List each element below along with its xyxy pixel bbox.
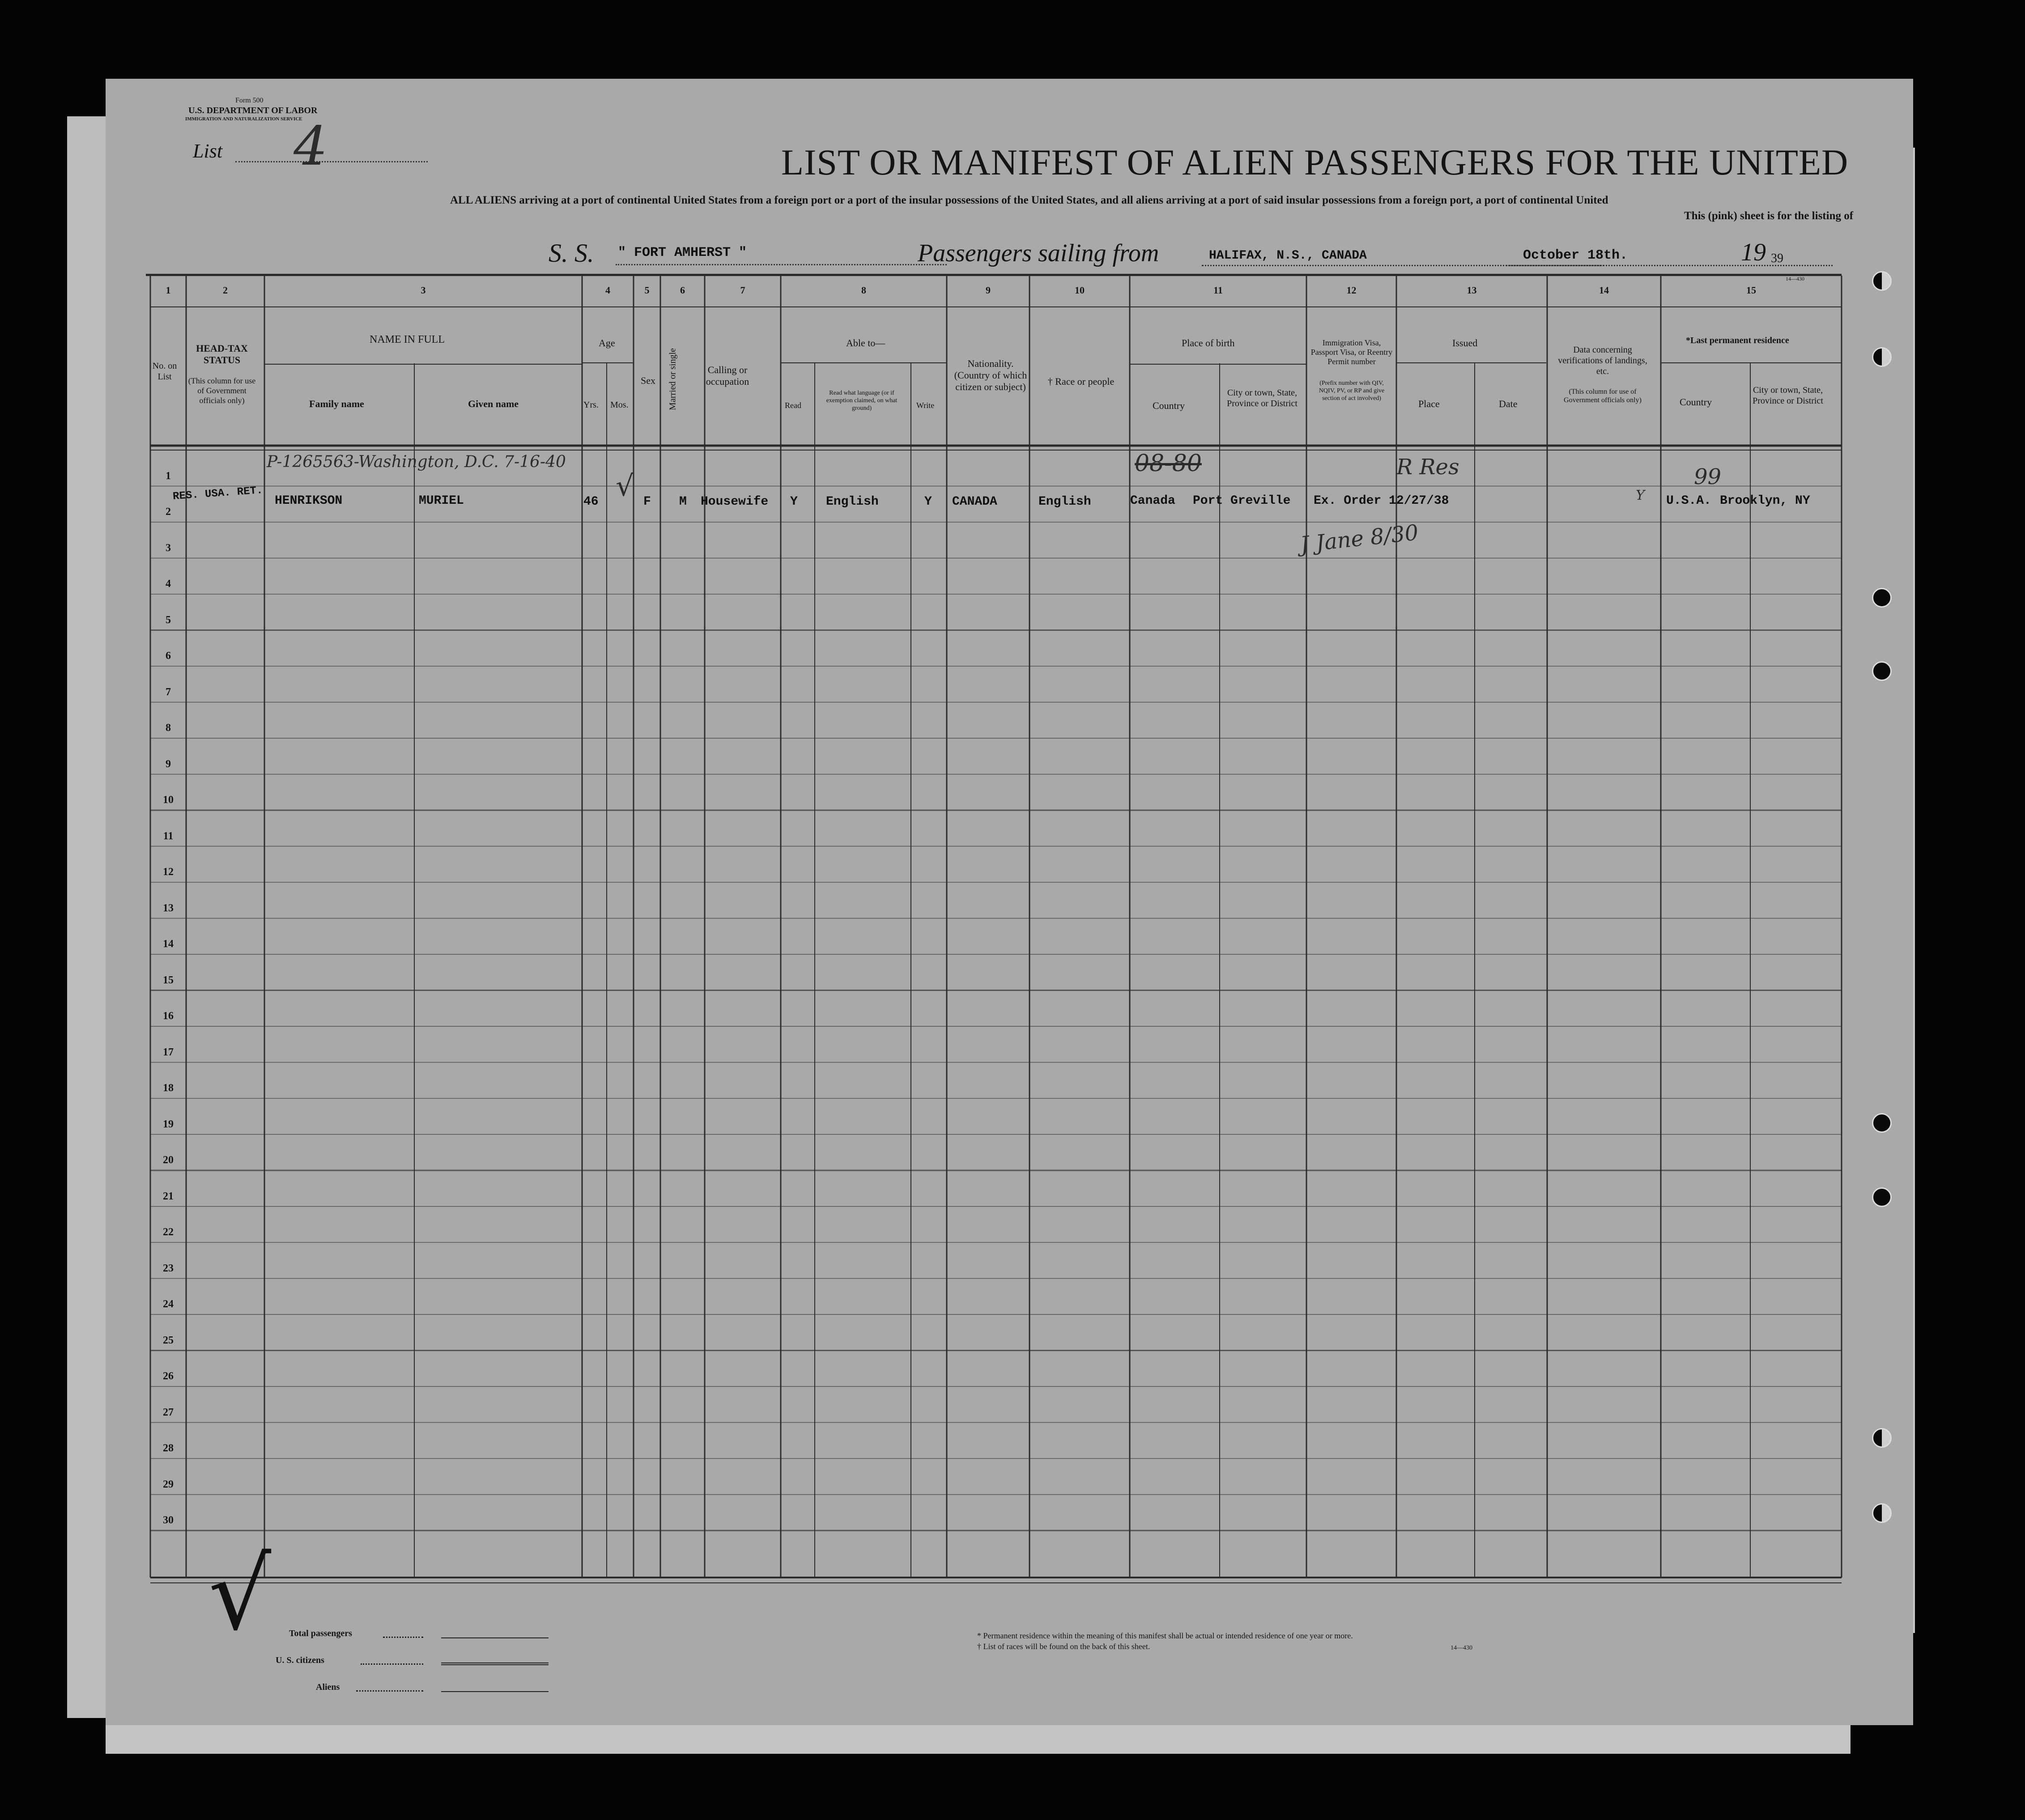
header-last-residence: *Last permanent residence	[1686, 336, 1789, 345]
sailing-date: October 18th.	[1523, 248, 1628, 263]
ss-label: S. S.	[549, 238, 594, 268]
row-number: 15	[163, 974, 174, 986]
header-head-tax: HEAD-TAX STATUS	[196, 343, 248, 366]
row-1-race: English	[1038, 495, 1091, 509]
row-number: 11	[163, 830, 174, 842]
tick-mark: √	[208, 1537, 272, 1652]
ship-name: " FORT AMHERST "	[618, 245, 747, 260]
row-number: 20	[163, 1154, 174, 1166]
row-1-signature: J Jane 8/30	[1299, 520, 1420, 557]
us-citizens-line	[441, 1663, 549, 1665]
header-no-on-list: No. on List	[152, 361, 177, 382]
column-number: 4	[605, 285, 610, 296]
row-number: 5	[166, 614, 171, 626]
row-number: 19	[163, 1118, 174, 1130]
manifest-sheet	[106, 79, 1913, 1725]
form-code-top: 14—430	[1786, 276, 1804, 282]
header-race: † Race or people	[1047, 376, 1115, 387]
header-place-of-birth: Place of birth	[1182, 337, 1235, 349]
header-issued: Issued	[1452, 337, 1478, 349]
header-visa-note: (Prefix number with QIV, NQIV, PV, or RP and give section of act involved)	[1319, 380, 1385, 402]
row-number: 10	[163, 794, 174, 806]
row-1-head-tax: RES. USA. RET.	[172, 485, 264, 503]
aliens-leader	[356, 1690, 423, 1692]
row-number: 9	[166, 758, 171, 770]
row-1-annotation: P-1265563-Washington, D.C. 7-16-40	[267, 453, 566, 471]
footnote-code: 14—430	[1451, 1645, 1472, 1651]
list-number: 4	[294, 115, 328, 178]
row-1-res-city: Brooklyn, NY	[1720, 494, 1810, 508]
sailing-label: Passengers sailing from	[918, 239, 1159, 267]
row-1-family-name: HENRIKSON	[275, 494, 343, 508]
row-1-language: English	[826, 495, 879, 509]
column-number: 3	[421, 285, 426, 296]
row-1-nationality: CANADA	[952, 495, 997, 509]
row-number: 14	[163, 938, 174, 950]
header-mos: Mos.	[610, 400, 629, 410]
binder-hole	[1872, 271, 1892, 291]
row-1-age-mos: √	[616, 470, 634, 503]
binder-hole	[1872, 1428, 1892, 1448]
column-number: 15	[1746, 285, 1756, 296]
header-verification-note: (This column for use of Government officials only)	[1564, 388, 1642, 404]
row-1-birth-city: Port Greville	[1193, 494, 1291, 508]
total-passengers-label: Total passengers	[289, 1629, 352, 1638]
column-number: 7	[740, 285, 745, 296]
form-number: Form 500	[235, 97, 264, 104]
row-1-occupation: Housewife	[701, 495, 769, 509]
header-married: Married or single	[668, 348, 678, 410]
row-number: 26	[163, 1370, 174, 1382]
row-number: 12	[163, 866, 174, 878]
binder-hole	[1872, 1187, 1892, 1207]
header-given-name: Given name	[468, 398, 519, 409]
column-number: 11	[1213, 285, 1223, 296]
header-birth-city: City or town, State, Province or District	[1227, 388, 1298, 408]
row-1-read: Y	[790, 495, 798, 509]
row-1-sex: F	[643, 495, 651, 509]
row-number: 17	[163, 1046, 174, 1058]
header-sex: Sex	[641, 375, 655, 386]
row-1-given-name: MURIEL	[419, 494, 464, 508]
row-number: 21	[163, 1190, 174, 1202]
header-age: Age	[599, 337, 615, 349]
footnote-races: † List of races will be found on the back of this sheet.	[977, 1642, 1150, 1651]
row-number: 8	[166, 722, 171, 734]
row-number: 18	[163, 1082, 174, 1094]
row-1-birth-note: 08-80	[1135, 450, 1202, 477]
column-number: 8	[861, 285, 866, 296]
row-number: 16	[163, 1010, 174, 1022]
department-label: U.S. DEPARTMENT OF LABOR	[188, 106, 318, 115]
aliens-label: Aliens	[316, 1682, 340, 1692]
header-yrs: Yrs.	[583, 400, 599, 410]
year-suffix: 39	[1771, 251, 1783, 265]
row-number: 4	[166, 578, 171, 590]
aliens-line	[441, 1691, 549, 1692]
row-number: 29	[163, 1478, 174, 1490]
header-visa: Immigration Visa, Passport Visa, or Reentry Permit number	[1310, 338, 1393, 366]
row-number: 23	[163, 1262, 174, 1274]
header-write: Write	[916, 401, 935, 410]
list-label: List	[193, 140, 223, 162]
row-1-age-yrs: 46	[583, 495, 599, 509]
row-1-issued-note: R Res	[1396, 455, 1459, 480]
row-number: 6	[166, 650, 171, 662]
total-passengers-line	[441, 1637, 549, 1638]
binder-hole	[1872, 588, 1892, 608]
manifest-subtitle-2: This (pink) sheet is for the listing of	[1684, 210, 1854, 222]
header-able-to: Able to—	[846, 337, 885, 349]
header-birth-country: Country	[1153, 400, 1185, 411]
row-1-married: M	[679, 495, 687, 509]
row-number: 24	[163, 1298, 174, 1310]
header-verification: Data concerning verifications of landings, etc.	[1558, 345, 1647, 376]
binder-hole	[1872, 661, 1892, 681]
header-family-name: Family name	[309, 398, 364, 409]
total-passengers-leader	[383, 1637, 423, 1638]
row-number: 25	[163, 1334, 174, 1346]
header-issued-place: Place	[1418, 398, 1440, 409]
column-number: 5	[644, 285, 650, 296]
column-number: 2	[223, 285, 228, 296]
manifest-subtitle-1: ALL ALIENS arriving at a port of continental United States from a foreign port or a port of the insular possessions of the United States, and all aliens arriving at a port of said insular possessions from a foreign port, a port of continental United	[450, 194, 1608, 206]
row-number: 2	[166, 506, 171, 518]
column-number: 14	[1599, 285, 1609, 296]
row-number: 13	[163, 902, 174, 914]
column-number: 10	[1075, 285, 1085, 296]
column-number: 13	[1467, 285, 1477, 296]
header-res-country: Country	[1680, 396, 1712, 408]
us-citizens-label: U. S. citizens	[276, 1655, 324, 1665]
row-number: 27	[163, 1406, 174, 1418]
header-read-language: Read what language (or if exemption claimed, on what ground)	[826, 390, 898, 412]
row-1-res-country: U.S.A.	[1666, 494, 1711, 508]
us-citizens-leader	[361, 1663, 423, 1665]
column-number: 12	[1346, 285, 1357, 296]
header-res-city: City or town, State, Province or District	[1753, 385, 1823, 406]
row-number: 28	[163, 1442, 174, 1454]
column-number: 1	[166, 285, 171, 296]
header-read: Read	[785, 401, 801, 410]
row-1-birth-country: Canada	[1130, 494, 1175, 508]
row-1-verification: Y	[1636, 488, 1645, 503]
row-1-res-note: 99	[1694, 464, 1722, 489]
year-prefix: 19	[1741, 238, 1766, 266]
column-number: 9	[986, 285, 991, 296]
service-label: IMMIGRATION AND NATURALIZATION SERVICE	[185, 116, 302, 122]
row-number: 1	[166, 470, 171, 482]
header-nationality: Nationality. (Country of which citizen or subject)	[954, 358, 1027, 392]
row-number: 30	[163, 1514, 174, 1526]
footnote-residence: * Permanent residence within the meaning of this manifest shall be actual or intended residence of one year or more.	[977, 1631, 1353, 1640]
header-name-in-full: NAME IN FULL	[370, 334, 445, 345]
header-issued-date: Date	[1499, 398, 1518, 409]
binder-hole	[1872, 1503, 1892, 1523]
column-number: 6	[680, 285, 685, 296]
manifest-table	[106, 79, 1913, 1725]
row-number: 3	[166, 542, 171, 554]
sailing-from: HALIFAX, N.S., CANADA	[1209, 249, 1367, 263]
row-1-write: Y	[924, 495, 932, 509]
manifest-title: LIST OR MANIFEST OF ALIEN PASSENGERS FOR THE UNITED	[781, 142, 1849, 183]
binder-hole	[1872, 1113, 1892, 1133]
header-calling: Calling or occupation	[706, 364, 749, 387]
header-head-tax-note: (This column for use of Government officials only)	[188, 376, 256, 405]
row-1-visa: Ex. Order 12/27/38	[1314, 494, 1449, 508]
row-number: 7	[166, 686, 171, 698]
binder-hole	[1872, 347, 1892, 367]
row-number: 22	[163, 1226, 174, 1238]
